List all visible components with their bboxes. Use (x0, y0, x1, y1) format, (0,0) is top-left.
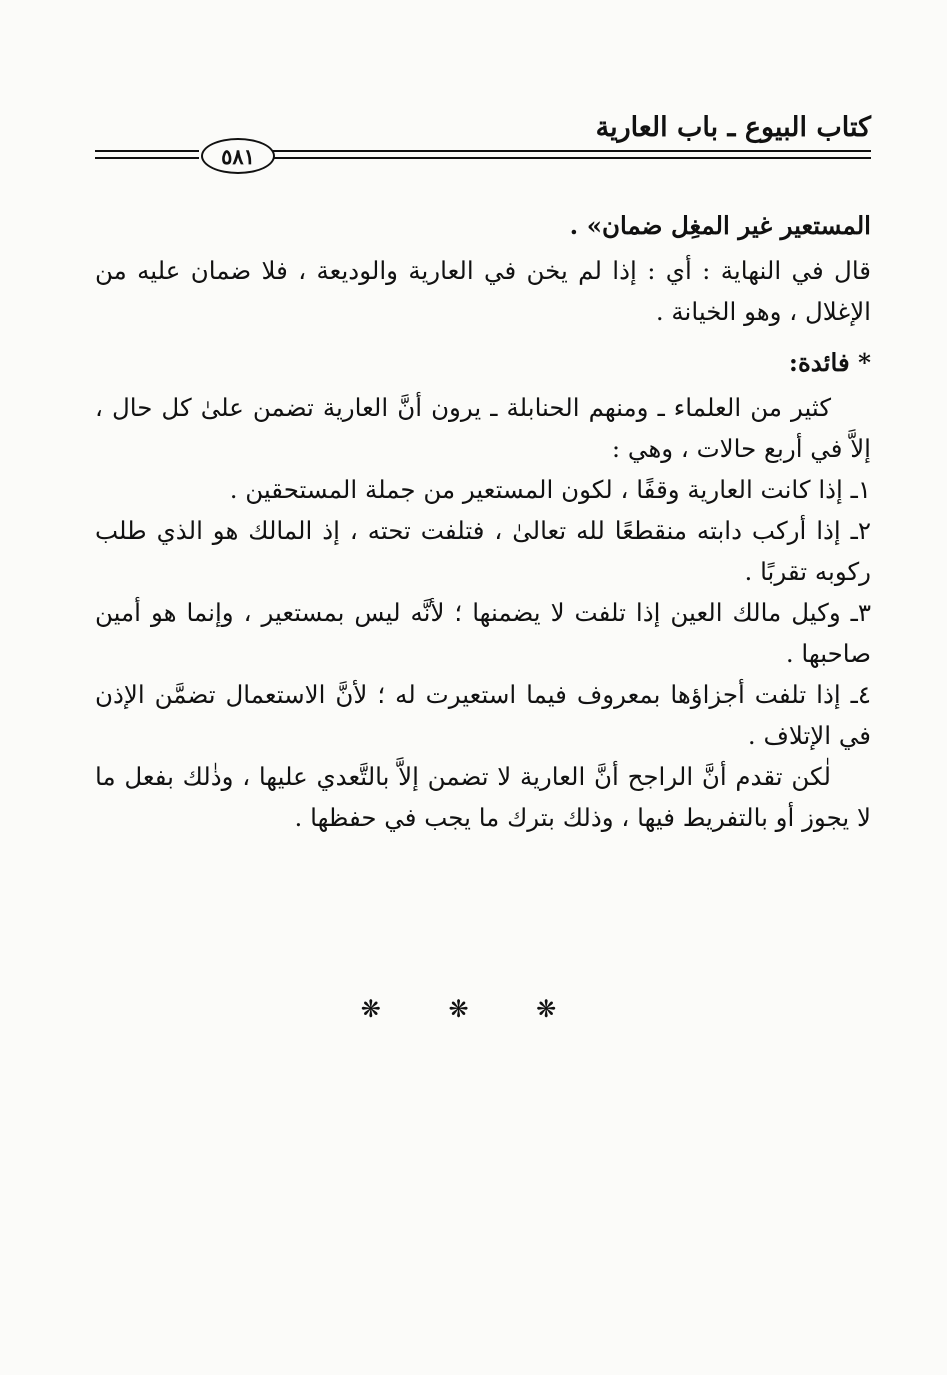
section-separator: ❋ ❋ ❋ (360, 995, 587, 1023)
header-rule-left-top (95, 150, 199, 152)
opening-line: المستعير غير المغِل ضمان» . (569, 211, 871, 240)
intro-paragraph: كثير من العلماء ـ ومنهم الحنابلة ـ يرون أنَّ العارية تضمن علىٰ كل حال ، إلاَّ في أربع حالات ، وهي : (95, 393, 871, 463)
conclusion-paragraph: لٰكن تقدم أنَّ الراجح أنَّ العارية لا تضمن إلاَّ بالتَّعدي عليها ، وذٰلك بفعل ما لا يجوز أو بالتفريط فيها ، وذلك بترك ما يجب في حفظها . (95, 762, 871, 832)
list-item-3: ٣ـ وكيل مالك العين إذا تلفت لا يضمنها ؛ لأنَّه ليس بمستعير ، وإنما هو أمين صاحبها . (95, 598, 871, 668)
page-number: ٥٨١ (201, 138, 275, 174)
benefit-heading: * فائدة: (788, 348, 871, 377)
list-item-1: ١ـ إذا كانت العارية وقفًا ، لكون المستعير من جملة المستحقين . (229, 475, 871, 504)
header-rule-right-bottom (273, 157, 871, 159)
list-item-4: ٤ـ إذا تلفت أجزاؤها بمعروف فيما استعيرت له ؛ لأنَّ الاستعمال تضمَّن الإذن في الإتلاف . (95, 680, 871, 750)
page-body (95, 205, 871, 838)
header-rule-left-bottom (95, 157, 199, 159)
list-item-2: ٢ـ إذا أركب دابته منقطعًا لله تعالىٰ ، فتلفت تحته ، إذ المالك هو الذي طلب ركوبه تقربًا . (95, 516, 871, 586)
running-header-title: كتاب البيوع ـ باب العارية (595, 112, 871, 143)
nihaya-paragraph: قال في النهاية : أي : إذا لم يخن في العارية والوديعة ، فلا ضمان عليه من الإغلال ، وهو الخيانة . (95, 256, 871, 326)
header-rule-right-top (273, 150, 871, 152)
